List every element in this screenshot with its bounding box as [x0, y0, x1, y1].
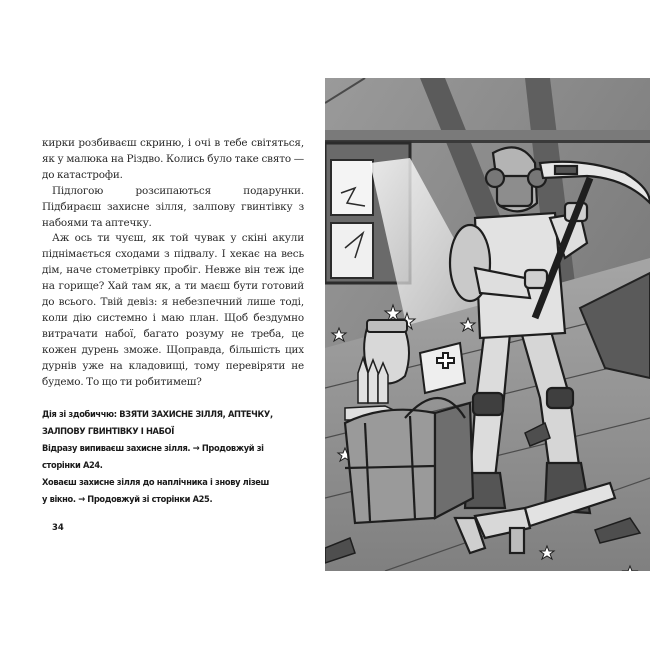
choice-2-line-2: у вікно. → Продовжуй зі сторінки А25.	[42, 493, 213, 505]
paragraph-3: Аж ось ти чуєш, як той чувак у скіні акули піднімається сходами з підвалу. І хекає на весь дім, наче стометрівку пробіг. Невже він теж іде на горище? Хай там як, а ти маєш бути готовий до всього. Твій девіз: я небезпечний лише тоді, коли дію системно і маю план. Щоб бездумно витрачати набої, багато розуму не треба, це кожен дурень зможе. Щоправда, більшість цих дурнів уже на кладовищі, тому перевіряти не будемо. То що ти робитимеш?	[42, 232, 304, 388]
attic-scene-illustration	[325, 78, 650, 571]
text-column	[42, 136, 304, 508]
choice-2-line-1: Ховаєш захисне зілля до наплічника і знову лізеш	[42, 476, 269, 488]
paragraph-1: кирки розбиваєш скриню, і очі в тебе світяться, як у малюка на Різдво. Колись було таке свято — до катастрофи.	[42, 137, 304, 181]
action-title-2: ЗАЛПОВУ ГВИНТІВКУ І НАБОЇ	[42, 425, 174, 437]
paragraph-2: Підлогою розсипаються подарунки. Підбираєш захисне зілля, залпову гвинтівку з набоями та аптечку.	[42, 184, 304, 229]
choice-1-line-1: Відразу випиваєш захисне зілля. → Продовжуй зі	[42, 442, 264, 454]
illustration	[325, 78, 650, 571]
action-prefix: Дія зі здобиччю:	[42, 408, 120, 420]
choice-1-line-2: сторінки А24.	[42, 459, 103, 471]
action-heading-line-1	[42, 406, 304, 423]
page-number: 34	[52, 523, 64, 533]
action-title-1: ВЗЯТИ ЗАХИСНЕ ЗІЛЛЯ, АПТЕЧКУ,	[119, 408, 273, 420]
action-block	[42, 406, 304, 508]
